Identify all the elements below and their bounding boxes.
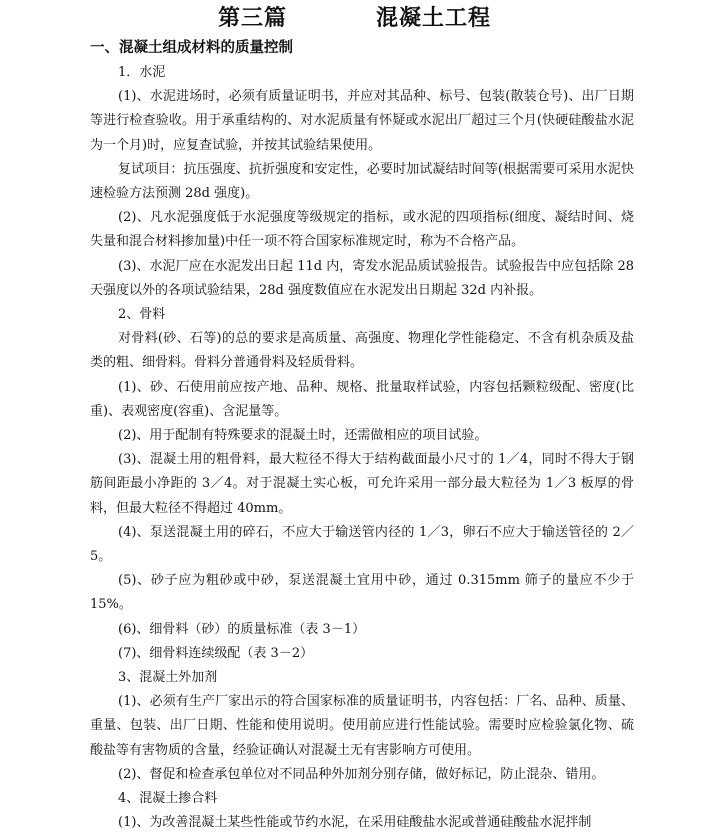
paragraph: 对骨料(砂、石等)的总的要求是高质量、高强度、物理化学性能稳定、不含有机杂质及盐类的粗、细骨料。骨料分普通骨料及轻质骨料。	[90, 331, 634, 371]
paragraph: (1)、必须有生产厂家出示的符合国家标准的质量证明书，内容包括：厂名、品种、质量、重量、包装、出厂日期、性能和使用说明。使用前应进行性能试验。需要时应检验氯化物、硫酸盐等有害物质的含量，经验证确认对混凝土无有害影响方可使用。	[90, 694, 634, 758]
paragraph-list	[90, 61, 634, 836]
paragraph: (7)、细骨料连续级配（表 3－2）	[118, 645, 314, 661]
paragraph: (4)、泵送混凝土用的碎石，不应大于输送管内径的 1／3，卵石不应大于输送管径的 2／5。	[90, 524, 634, 565]
section-heading: 一、混凝土组成材料的质量控制	[90, 40, 293, 56]
paragraph: (2)、用于配制有特殊要求的混凝土时，还需做相应的项目试验。	[118, 428, 488, 444]
paragraph: 复试项目：抗压强度、抗折强度和安定性，必要时加试凝结时间等(根据需要可采用水泥快速检验方法预测 28d 强度)。	[90, 161, 634, 202]
paragraph: (1)、砂、石使用前应按产地、品种、规格、批量取样试验，内容包括颗粒级配、密度(比重)、表观密度(容重)、含泥量等。	[90, 379, 634, 419]
paragraph: (6)、细骨料（砂）的质量标准（表 3－1）	[118, 621, 366, 637]
paragraph: (3)、混凝土用的粗骨料，最大粒径不得大于结构截面最小尺寸的 1／4，同时不得大于钢筋间距最小净距的 3／4。对于混凝土实心板，可允许采用一部分最大粒径为 1／3 板厚的骨料，但最大粒径不得超过 40mm。	[90, 452, 634, 516]
subsection-heading: 3、混凝土外加剂	[118, 670, 218, 686]
subsection-heading: 4、混凝土掺合料	[118, 791, 218, 807]
paragraph: (2)、凡水泥强度低于水泥强度等级规定的指标，或水泥的四项指标(细度、凝结时间、烧失量和混合材料掺加量)中任一项不符合国家标准规定时，称为不合格产品。	[90, 210, 634, 250]
paragraph: (1)、为改善混凝土某些性能或节约水泥，在采用硅酸盐水泥或普通硅酸盐水泥拌制	[118, 815, 592, 831]
title-name: 混凝土工程	[376, 6, 492, 31]
document-content	[90, 36, 634, 836]
paragraph: (3)、水泥厂应在水泥发出日起 11d 内，寄发水泥品质试验报告。试验报告中应包括除 28 天强度以外的各项试验结果，28d 强度数值应在水泥发出日期起 32d 内补报。	[90, 258, 634, 298]
paragraph: (2)、督促和检查承包单位对不同品种外加剂分别存储，做好标记，防止混杂、错用。	[118, 766, 605, 782]
title-part: 第三篇	[218, 6, 288, 31]
paragraph: (5)、砂子应为粗砂或中砂，泵送混凝土宜用中砂，通过 0.315mm 筛子的量应不少于 15%。	[90, 573, 634, 613]
subsection-heading: 2、骨料	[118, 307, 166, 323]
paragraph: (1)、水泥进场时，必须有质量证明书，并应对其品种、标号、包装(散装仓号)、出厂日期等进行检查验收。用于承重结构的、对水泥质量有怀疑或水泥出厂超过三个月(快硬硅酸盐水泥为一个月)时，应复查试验，并按其试验结果使用。	[90, 89, 634, 153]
subsection-heading: 1．水泥	[118, 65, 166, 80]
page-title	[90, 0, 634, 36]
